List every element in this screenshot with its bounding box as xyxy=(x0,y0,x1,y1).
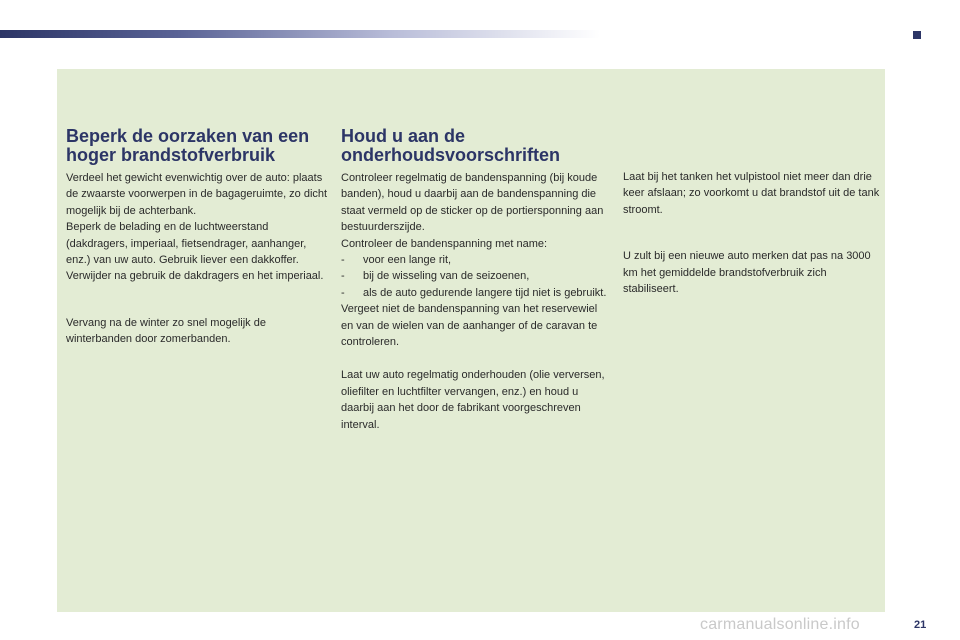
paragraph-check-when: Controleer de bandenspanning met name: xyxy=(341,237,548,250)
column-refuelling xyxy=(623,169,883,297)
paragraph-service-interval: Laat uw auto regelmatig onderhouden (olie verversen, oliefilter en luchtfilter vervangen, enz.) en houd u daarbij aan het door de fabrikant voorgeschreven interval. xyxy=(341,369,605,431)
list-item: - als de auto gedurende langere tijd niet is gebruikt. xyxy=(341,286,607,299)
paragraph-new-car: U zult bij een nieuwe auto merken dat pas na 3000 km het gemiddelde brandstofverbruik zich stabiliseert. xyxy=(623,250,871,296)
paragraph-load: Beperk de belading en de luchtweerstand (dakdragers, imperiaal, fietsendrager, aanhanger, enz.) van uw auto. Gebruik liever een dakkoffer. xyxy=(66,221,307,267)
list-item: - bij de wisseling van de seizoenen, xyxy=(341,270,530,283)
paragraph-weight: Verdeel het gewicht evenwichtig over de auto: plaats de zwaarste voorwerpen in de bagageruimte, zo dicht mogelijk bij de achterbank. xyxy=(66,172,328,217)
heading-maintenance: Houd u aan de onderhoudsvoorschriften xyxy=(341,126,561,165)
header-square-marker xyxy=(913,31,921,39)
list-item: - voor een lange rit, xyxy=(341,254,452,267)
column-maintenance xyxy=(341,127,609,433)
paragraph-roof-racks: Verwijder na gebruik de dakdragers en het imperiaal. xyxy=(66,270,324,283)
paragraph-tyre-pressure: Controleer regelmatig de bandenspanning (bij koude banden), houd u daarbij aan de bandenspanning die staat vermeld op de sticker op de portiersponning aan bestuurderszijde. xyxy=(341,172,604,234)
header-gradient-bar xyxy=(0,30,600,38)
page-number: 21 xyxy=(914,619,927,631)
heading-fuel-consumption: Beperk de oorzaken van een hoger brandstofverbruik xyxy=(66,126,310,165)
tyre-check-list xyxy=(341,252,609,301)
column-fuel-consumption xyxy=(66,127,328,348)
paragraph-winter-tyres: Vervang na de winter zo snel mogelijk de winterbanden door zomerbanden. xyxy=(66,316,266,346)
paragraph-spare-wheel: Vergeet niet de bandenspanning van het reservewiel en van de wielen van de aanhanger of de caravan te controleren. xyxy=(341,303,598,349)
watermark-text: carmanualsonline.info xyxy=(700,616,860,633)
paragraph-fuel-nozzle: Laat bij het tanken het vulpistool niet meer dan drie keer afslaan; zo voorkomt u dat brandstof uit de tank stroomt. xyxy=(623,171,880,216)
